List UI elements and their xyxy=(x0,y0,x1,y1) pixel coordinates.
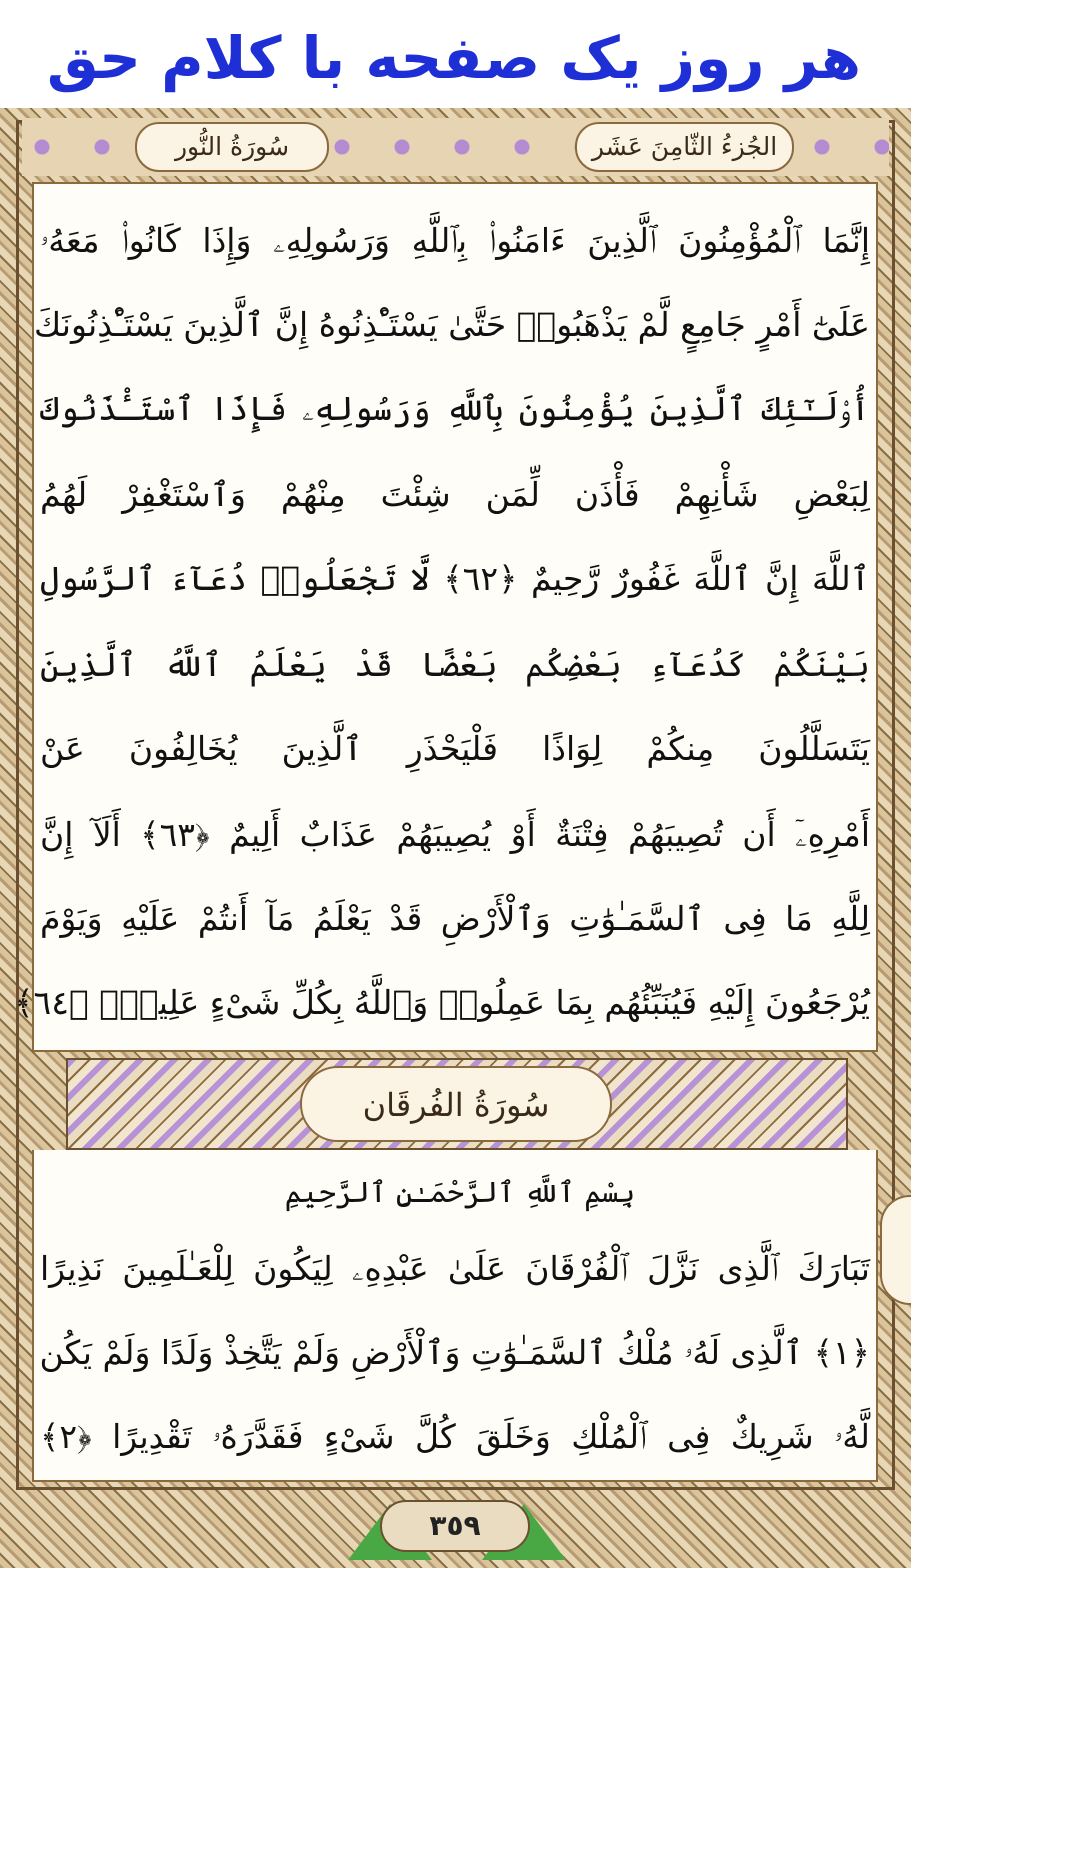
verse-line: ٱللَّهَ إِنَّ ٱللَّهَ غَفُورٌ رَّحِيمٌ ﴿٦٢﴾ لَّا تَجْعَلُوا۟ دُعَآءَ ٱلرَّسُولِ xyxy=(40,559,870,598)
verse-line: لِلَّهِ مَا فِى ٱلسَّمَـٰوَٰتِ وَٱلْأَرْضِ قَدْ يَعْلَمُ مَآ أَنتُمْ عَلَيْهِ وَيَوْمَ xyxy=(40,899,870,938)
verse-line: تَبَارَكَ ٱلَّذِى نَزَّلَ ٱلْفُرْقَانَ عَلَىٰ عَبْدِهِۦ لِيَكُونَ لِلْعَـٰلَمِينَ نَذِيرًا xyxy=(40,1249,870,1288)
next-surah-title: سُورَةُ الفُرقَان xyxy=(300,1066,612,1142)
verse-line: إِنَّمَا ٱلْمُؤْمِنُونَ ٱلَّذِينَ ءَامَنُوا۟ بِٱللَّهِ وَرَسُولِهِۦ وَإِذَا كَانُوا۟ مَعَهُۥ xyxy=(40,221,870,260)
side-bookmark-tab[interactable] xyxy=(880,1195,911,1305)
page-number: ٣٥٩ xyxy=(380,1500,530,1552)
verse-line: أَمْرِهِۦٓ أَن تُصِيبَهُمْ فِتْنَةٌ أَوْ يُصِيبَهُمْ عَذَابٌ أَلِيمٌ ﴿٦٣﴾ أَلَآ إِنَّ xyxy=(40,815,870,854)
verse-line: لِبَعْضِ شَأْنِهِمْ فَأْذَن لِّمَن شِئْتَ مِنْهُمْ وَٱسْتَغْفِرْ لَهُمُ xyxy=(40,475,870,514)
verse-line: يُرْجَعُونَ إِلَيْهِ فَيُنَبِّئُهُم بِمَا عَمِلُوا۟ وَٱللَّهُ بِكُلِّ شَىْءٍ عَلِيمٌۢ ﴿٦٤﴾ xyxy=(14,983,870,1022)
verse-line: أُو۟لَـٰٓئِكَ ٱلَّذِينَ يُؤْمِنُونَ بِٱللَّهِ وَرَسُولِهِۦ فَإِذَا ٱسْتَـْٔذَنُوكَ xyxy=(40,389,870,428)
surah-title: سُورَةُ النُّور xyxy=(135,122,329,172)
verse-line: ﴿١﴾ ٱلَّذِى لَهُۥ مُلْكُ ٱلسَّمَـٰوَٰتِ وَٱلْأَرْضِ وَلَمْ يَتَّخِذْ وَلَدًا وَلَمْ يَكُن xyxy=(39,1333,870,1372)
verse-line: لَّهُۥ شَرِيكٌ فِى ٱلْمُلْكِ وَخَلَقَ كُلَّ شَىْءٍ فَقَدَّرَهُۥ تَقْدِيرًا ﴿٢﴾ xyxy=(40,1417,870,1456)
verse-line: بَيْنَكُمْ كَدُعَآءِ بَعْضِكُم بَعْضًا قَدْ يَعْلَمُ ٱللَّهُ ٱلَّذِينَ xyxy=(40,645,870,684)
top-banner xyxy=(0,0,911,110)
banner-title: هر روز یک صفحه با کلام حق xyxy=(46,24,861,92)
verse-line: يَتَسَلَّلُونَ مِنكُمْ لِوَاذًا فَلْيَحْذَرِ ٱلَّذِينَ يُخَالِفُونَ عَنْ xyxy=(40,729,870,768)
juz-title: الجُزءُ الثّامِنَ عَشَر xyxy=(575,122,794,172)
basmala: بِسْمِ ٱللَّهِ ٱلرَّحْمَـٰنِ ٱلرَّحِيمِ xyxy=(284,1175,636,1209)
verse-line: عَلَىٰٓ أَمْرٍ جَامِعٍ لَّمْ يَذْهَبُوا۟ حَتَّىٰ يَسْتَـْٔذِنُوهُ إِنَّ ٱلَّذِينَ يَسْتَـْٔذِنُونَكَ xyxy=(34,305,870,344)
